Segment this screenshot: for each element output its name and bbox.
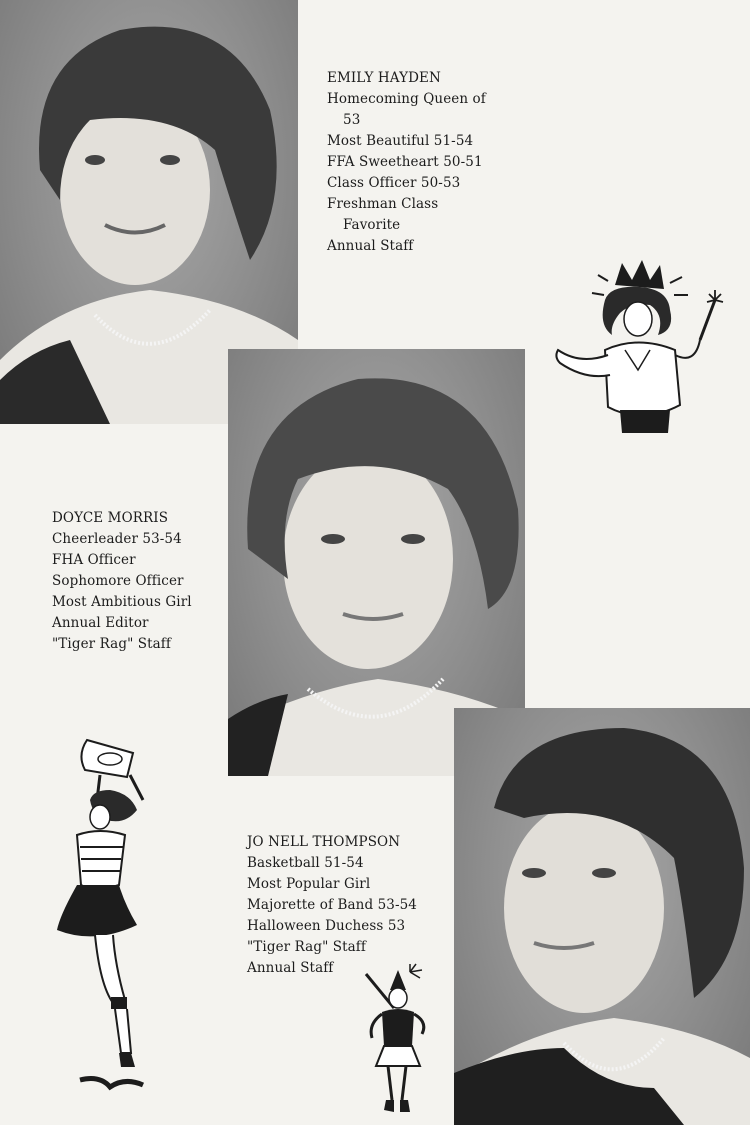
activity-line: Most Ambitious Girl: [52, 594, 192, 610]
activity-line: Annual Staff: [247, 960, 334, 976]
activity-line: Annual Staff: [327, 238, 414, 254]
queen-illustration: [550, 255, 730, 440]
activity-line: FFA Sweetheart 50-51: [327, 154, 483, 170]
majorette-illustration: [358, 962, 436, 1120]
activity-line: Homecoming Queen of: [327, 91, 486, 107]
activity-line: Favorite: [343, 217, 401, 233]
activity-line: Most Beautiful 51-54: [327, 133, 474, 149]
student-name: JO NELL THOMPSON: [247, 834, 401, 850]
activity-line: Majorette of Band 53-54: [247, 897, 417, 913]
activity-line: FHA Officer: [52, 552, 136, 568]
activity-line: Cheerleader 53-54: [52, 531, 182, 547]
activity-line: Most Popular Girl: [247, 876, 371, 892]
activity-line: 53: [343, 112, 361, 128]
bio-jo-nell-thompson: [247, 832, 417, 979]
bio-doyce-morris: [52, 508, 192, 655]
activity-line: Class Officer 50-53: [327, 175, 461, 191]
student-name: DOYCE MORRIS: [52, 510, 169, 526]
activity-line: Sophomore Officer: [52, 573, 184, 589]
activity-line: "Tiger Rag" Staff: [247, 939, 366, 955]
portrait-jo-nell-thompson: [454, 708, 750, 1125]
activity-line: Basketball 51-54: [247, 855, 364, 871]
activity-line: Freshman Class: [327, 196, 439, 212]
cheerleader-illustration: [55, 735, 165, 1095]
bio-emily-hayden: [327, 68, 486, 257]
student-name: EMILY HAYDEN: [327, 70, 441, 86]
activity-line: Annual Editor: [52, 615, 149, 631]
activity-line: Halloween Duchess 53: [247, 918, 406, 934]
activity-line: "Tiger Rag" Staff: [52, 636, 171, 652]
